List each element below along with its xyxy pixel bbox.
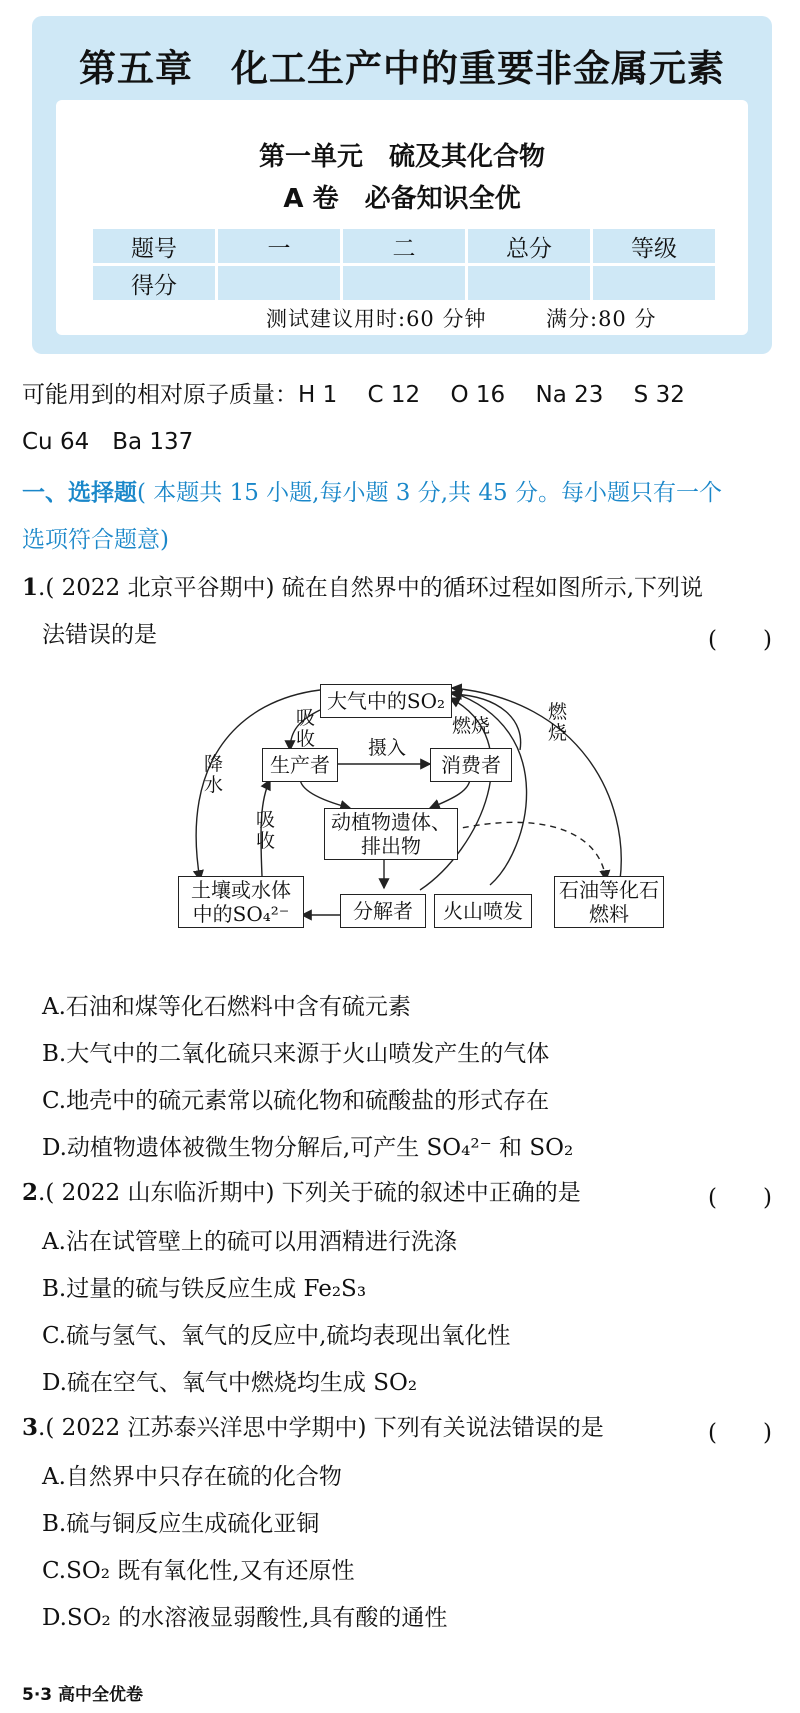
arrow-consumer-remains: [430, 778, 470, 808]
paper-title: A 卷 必备知识全优: [283, 184, 521, 214]
score-table-score-row: [93, 266, 715, 300]
exam-info-card: [56, 100, 748, 335]
question-number: 3: [22, 1414, 39, 1441]
option-1c[interactable]: C.地壳中的硫元素常以硫化物和硫酸盐的形式存在: [42, 1088, 550, 1114]
section-note: ( 本题共 15 小题,每小题 3 分,共 45 分。每小题只有一个: [137, 480, 722, 506]
option-2b[interactable]: B.过量的硫与铁反应生成 Fe₂S₃: [42, 1276, 367, 1302]
label-absorb-left: 吸收: [256, 809, 276, 852]
suggested-time: 测试建议用时:60 分钟: [266, 307, 487, 331]
box-atmosphere-so2: 大气中的SO₂: [320, 684, 452, 718]
box-fossil-fuel: 石油等化石燃料: [554, 876, 664, 928]
question-1-stem: [22, 571, 703, 605]
option-3a[interactable]: A.自然界中只存在硫的化合物: [42, 1464, 342, 1490]
score-table: [90, 226, 718, 303]
box-decomposer: 分解者: [340, 894, 426, 928]
score-table-header-row: [93, 229, 715, 263]
option-2d[interactable]: D.硫在空气、氧气中燃烧均生成 SO₂: [42, 1370, 418, 1396]
section-note-line2: 选项符合题意): [22, 527, 169, 553]
atomic-masses-line1: 可能用到的相对原子质量：H 1 C 12 O 16 Na 23 S 32: [22, 382, 685, 408]
question-text: .( 2022 北京平谷期中) 硫在自然界中的循环过程如图所示,下列说: [38, 575, 704, 601]
unit-title: 第一单元 硫及其化合物: [258, 142, 545, 172]
section-heading: [22, 476, 722, 510]
box-soil-water: 土壤或水体中的SO₄²⁻: [178, 876, 304, 928]
option-2c[interactable]: C.硫与氢气、氧气的反应中,硫均表现出氧化性: [42, 1323, 511, 1349]
score-input-cell[interactable]: [218, 266, 340, 300]
box-producer: 生产者: [262, 748, 338, 782]
score-input-cell[interactable]: [593, 266, 715, 300]
label-burn-2: 燃烧: [548, 701, 568, 744]
score-cell: 等级: [593, 229, 715, 263]
question-1-stem-line2: 法错误的是: [42, 622, 157, 648]
option-1a[interactable]: A.石油和煤等化石燃料中含有硫元素: [42, 994, 411, 1020]
option-1b[interactable]: B.大气中的二氧化硫只来源于火山喷发产生的气体: [42, 1041, 550, 1067]
question-number: 2: [22, 1179, 39, 1206]
label-burn-1: 燃烧: [452, 715, 491, 737]
option-3b[interactable]: B.硫与铜反应生成硫化亚铜: [42, 1511, 320, 1537]
arrow-remains-fuel: [452, 822, 606, 880]
score-cell: 总分: [468, 229, 590, 263]
option-3c[interactable]: C.SO₂ 既有氧化性,又有还原性: [42, 1558, 355, 1584]
question-3-stem: [22, 1411, 604, 1445]
section-title: 一、选择题: [22, 480, 137, 506]
sulfur-cycle-diagram: [0, 680, 800, 980]
question-text: .( 2022 江苏泰兴洋思中学期中) 下列有关说法错误的是: [38, 1415, 604, 1441]
label-precipitation: 降水: [204, 753, 224, 796]
box-remains: 动植物遗体、排出物: [324, 808, 458, 860]
answer-paren[interactable]: ( ): [708, 1420, 772, 1446]
arrow-producer-remains: [300, 778, 350, 808]
score-cell: 一: [218, 229, 340, 263]
question-text: .( 2022 山东临沂期中) 下列关于硫的叙述中正确的是: [38, 1180, 581, 1206]
answer-paren[interactable]: ( ): [708, 1185, 772, 1211]
atomic-masses-line2: Cu 64 Ba 137: [22, 429, 194, 455]
score-cell: 二: [343, 229, 465, 263]
label-absorb-top: 吸收: [296, 707, 316, 750]
chapter-title: 第五章 化工生产中的重要非金属元素: [79, 47, 725, 90]
header-box: [32, 16, 772, 354]
option-3d[interactable]: D.SO₂ 的水溶液显弱酸性,具有酸的通性: [42, 1605, 448, 1631]
page-footer: 5·3 高中全优卷: [22, 1685, 144, 1705]
answer-paren[interactable]: ( ): [708, 627, 772, 653]
score-input-cell[interactable]: [468, 266, 590, 300]
option-2a[interactable]: A.沾在试管壁上的硫可以用酒精进行洗涤: [42, 1229, 457, 1255]
score-input-cell[interactable]: [343, 266, 465, 300]
box-consumer: 消费者: [430, 748, 512, 782]
box-volcano: 火山喷发: [434, 894, 532, 928]
score-cell: 得分: [93, 266, 215, 300]
score-cell: 题号: [93, 229, 215, 263]
question-number: 1: [22, 574, 39, 601]
label-intake: 摄入: [368, 737, 407, 759]
option-1d[interactable]: D.动植物遗体被微生物分解后,可产生 SO₄²⁻ 和 SO₂: [42, 1135, 574, 1161]
full-score: 满分:80 分: [546, 307, 657, 331]
question-2-stem: [22, 1176, 581, 1210]
